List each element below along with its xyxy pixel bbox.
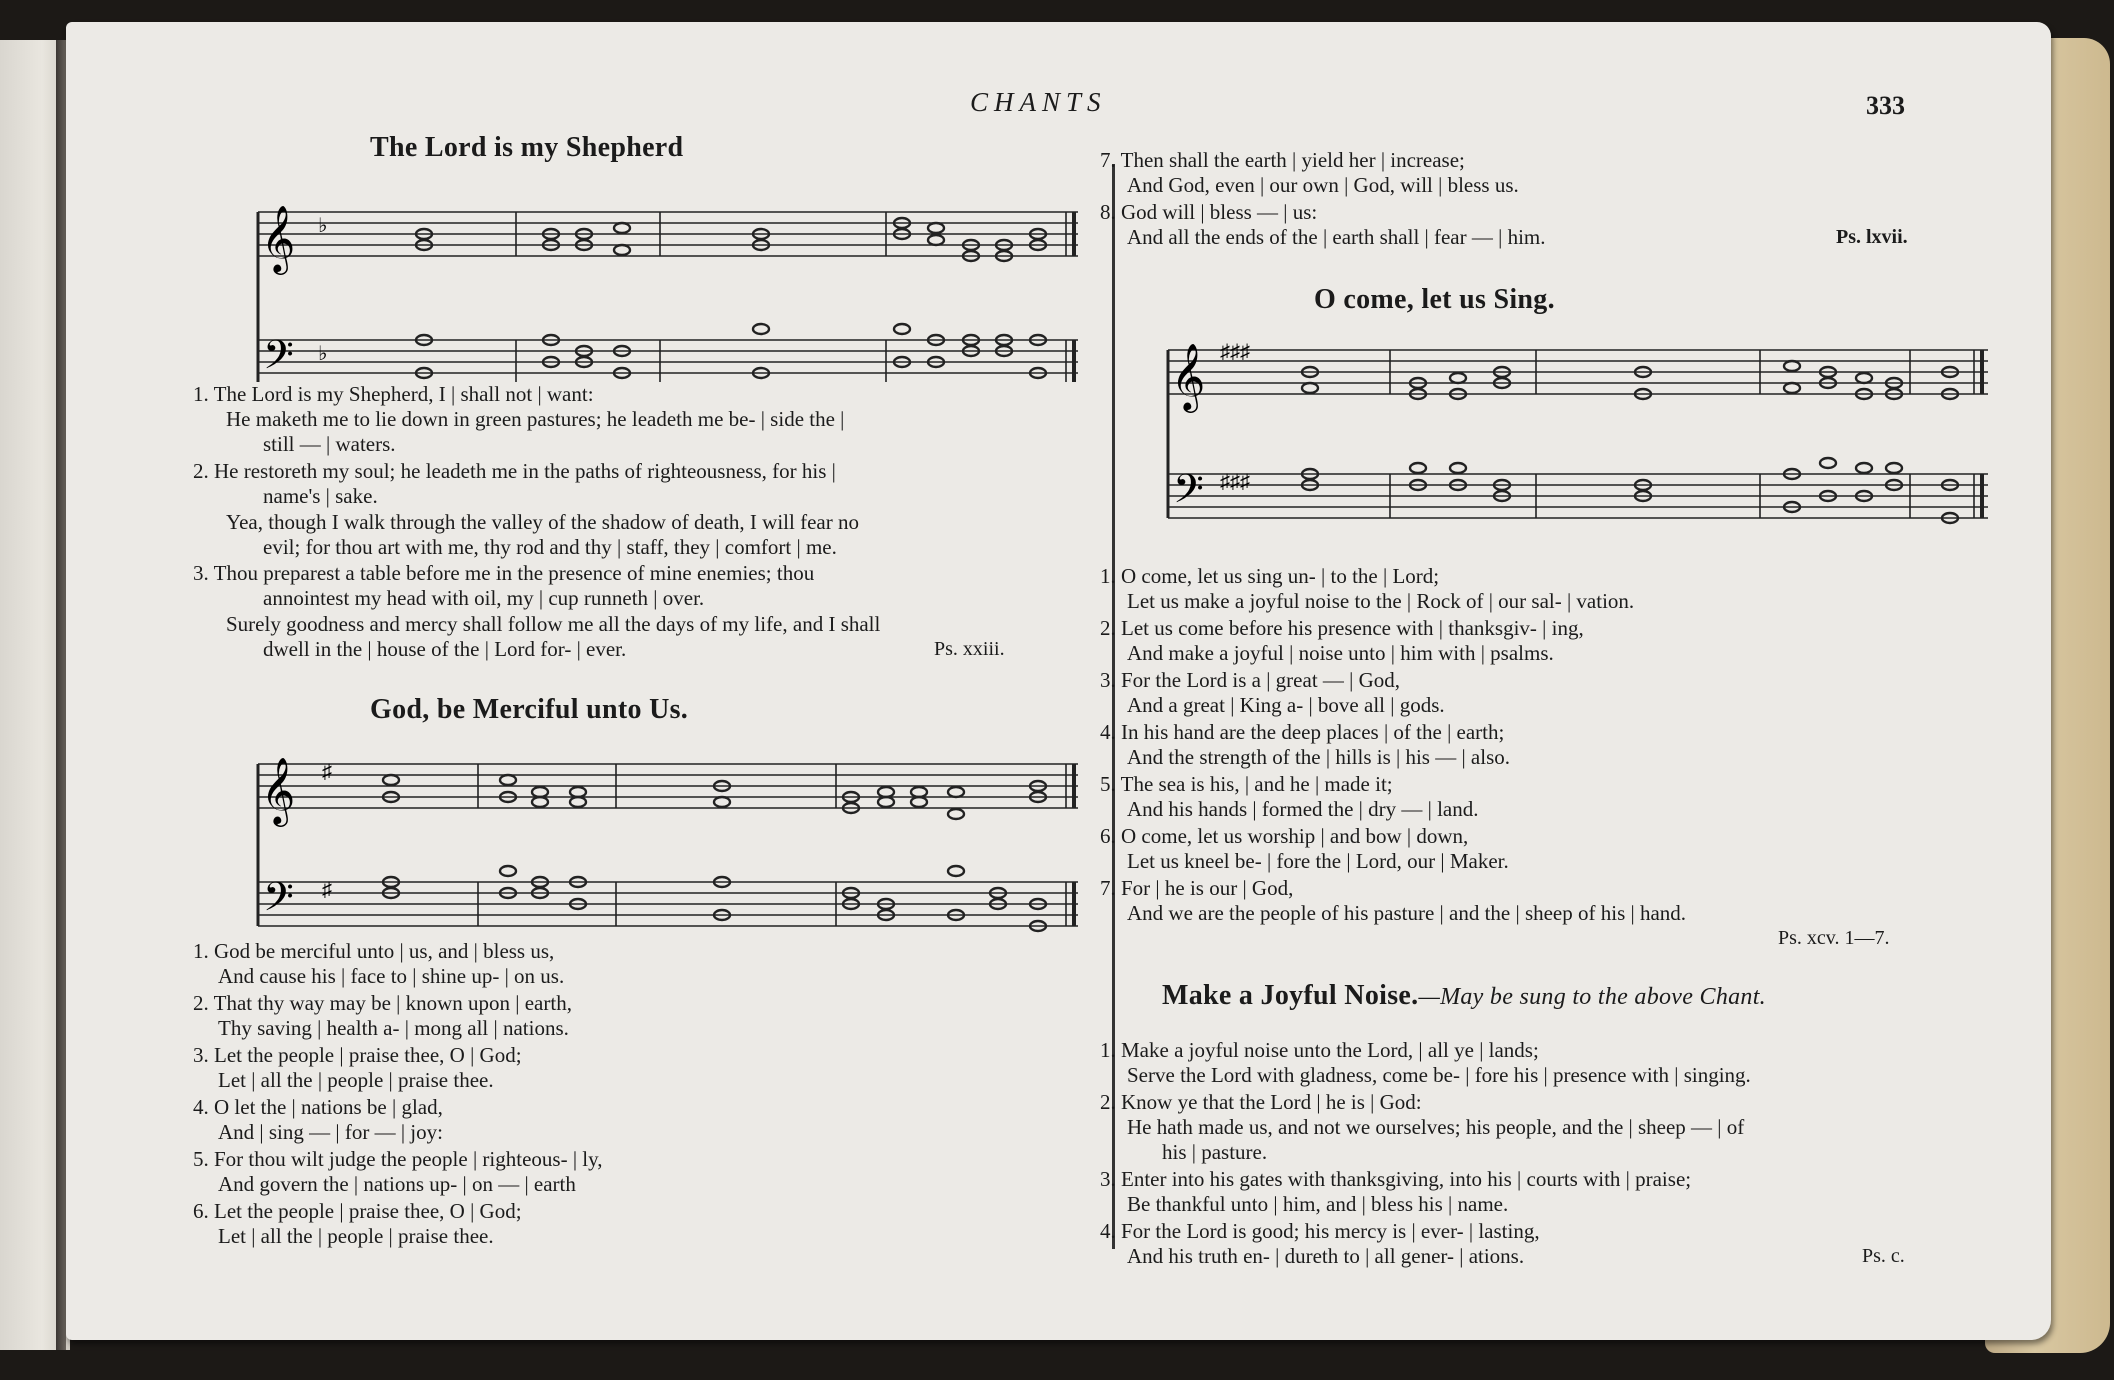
verse-line: name's | sake. bbox=[263, 484, 378, 508]
verse-line: evil; for thou art with me, thy rod and thy | staff, they | comfort | me. bbox=[263, 535, 837, 559]
verse-line: And God, even | our own | God, will | bless us. bbox=[1127, 173, 1519, 197]
verse-line: 1. Make a joyful noise unto the Lord, | all ye | lands; bbox=[1100, 1038, 1539, 1062]
column-divider bbox=[1112, 164, 1115, 1249]
verse-line: He maketh me to lie down in green pastures; he leadeth me be- | side the | bbox=[226, 407, 845, 431]
verse-line: 7. Then shall the earth | yield her | increase; bbox=[1100, 148, 1465, 172]
music-staff-lord-shepherd bbox=[186, 190, 1106, 382]
verse-line: 4. In his hand are the deep places | of the | earth; bbox=[1100, 720, 1505, 744]
verse-line: annointest my head with oil, my | cup runneth | over. bbox=[263, 586, 705, 610]
verse-line: Let us make a joyful noise to the | Rock of | our sal- | vation. bbox=[1127, 589, 1635, 613]
verse-line: He hath made us, and not we ourselves; his people, and the | sheep — | of bbox=[1127, 1115, 1745, 1139]
verse-line: 2. Let us come before his presence with | thanksgiv- | ing, bbox=[1100, 616, 1584, 640]
svg-text:♯: ♯ bbox=[322, 761, 332, 783]
verse-line: 2. Know ye that the Lord | he is | God: bbox=[1100, 1090, 1422, 1114]
verse-line: 2. That thy way may be | known upon | earth, bbox=[193, 991, 572, 1015]
verse-line: And the strength of the | hills is | his — | also. bbox=[1127, 745, 1511, 769]
verse-line: And his hands | formed the | dry — | land. bbox=[1127, 797, 1479, 821]
verse-line: 6. O come, let us worship | and bow | down, bbox=[1100, 824, 1469, 848]
verse-line: Surely goodness and mercy shall follow me all the days of my life, and I shall bbox=[226, 612, 881, 636]
svg-text:♭: ♭ bbox=[318, 215, 328, 237]
verse-line: 4. For the Lord is good; his mercy is | ever- | lasting, bbox=[1100, 1219, 1540, 1243]
verse-line: 1. O come, let us sing un- | to the | Lord; bbox=[1100, 564, 1440, 588]
hymn-title-lord-shepherd: The Lord is my Shepherd bbox=[370, 132, 684, 163]
hymn-title-joyful-noise bbox=[1162, 980, 1766, 1011]
music-staff-god-merciful bbox=[186, 742, 1106, 934]
svg-text:𝄞: 𝄞 bbox=[261, 204, 296, 272]
verse-line: And | sing — | for — | joy: bbox=[218, 1120, 443, 1144]
verse-line: still — | waters. bbox=[263, 432, 396, 456]
hymn-title-god-merciful: God, be Merciful unto Us. bbox=[370, 694, 689, 725]
verse-line: And a great | King a- | bove all | gods. bbox=[1127, 693, 1445, 717]
verse-line: Yea, though I walk through the valley of the shadow of death, I will fear no bbox=[226, 510, 859, 534]
book-page bbox=[66, 22, 2051, 1340]
scripture-reference: Ps. xxiii. bbox=[934, 638, 1005, 660]
verse-line: 8. God will | bless — | us: bbox=[1100, 200, 1318, 224]
verse-line: Thy saving | health a- | mong all | nations. bbox=[218, 1016, 569, 1040]
svg-text:♭: ♭ bbox=[318, 343, 328, 365]
svg-text:𝄢: 𝄢 bbox=[263, 332, 294, 382]
svg-text:𝄞: 𝄞 bbox=[1171, 342, 1206, 410]
hymn-title-o-come-sing: O come, let us Sing. bbox=[1314, 284, 1555, 315]
hymn-title-main: Make a Joyful Noise. bbox=[1162, 980, 1419, 1011]
verse-line: 4. O let the | nations be | glad, bbox=[193, 1095, 443, 1119]
verse-line: 3. Thou preparest a table before me in the presence of mine enemies; thou bbox=[193, 561, 815, 585]
book-gutter bbox=[56, 40, 66, 1350]
scripture-reference: Ps. xcv. 1—7. bbox=[1778, 927, 1890, 949]
svg-text:𝄞: 𝄞 bbox=[261, 756, 296, 824]
verse-line: 3. Enter into his gates with thanksgiving, into his | courts with | praise; bbox=[1100, 1167, 1692, 1191]
verse-line: Let | all the | people | praise thee. bbox=[218, 1224, 494, 1248]
verse-line: Serve the Lord with gladness, come be- | fore his | presence with | singing. bbox=[1127, 1063, 1751, 1087]
verse-line: And we are the people of his pasture | and the | sheep of his | hand. bbox=[1127, 901, 1687, 925]
verse-line: 3. For the Lord is a | great — | God, bbox=[1100, 668, 1401, 692]
verse-line: 3. Let the people | praise thee, O | God; bbox=[193, 1043, 522, 1067]
page-number: 333 bbox=[1866, 91, 1905, 120]
verse-line: Be thankful unto | him, and | bless his | name. bbox=[1127, 1192, 1509, 1216]
verse-line: 6. Let the people | praise thee, O | God; bbox=[193, 1199, 522, 1223]
verse-line: And his truth en- | dureth to | all gener- | ations. bbox=[1127, 1244, 1525, 1268]
verse-line: 7. For | he is our | God, bbox=[1100, 876, 1294, 900]
verse-line: Let us kneel be- | fore the | Lord, our | Maker. bbox=[1127, 849, 1509, 873]
svg-text:𝄢: 𝄢 bbox=[1173, 466, 1204, 522]
verse-line: dwell in the | house of the | Lord for- | ever. bbox=[263, 637, 627, 661]
svg-text:♯♯♯: ♯♯♯ bbox=[1220, 341, 1250, 363]
verse-line: And cause his | face to | shine up- | on us. bbox=[218, 964, 565, 988]
verse-line: And govern the | nations up- | on — | earth bbox=[218, 1172, 576, 1196]
verse-line: 5. For thou wilt judge the people | righteous- | ly, bbox=[193, 1147, 603, 1171]
svg-text:♯: ♯ bbox=[322, 879, 332, 901]
svg-text:♯♯♯: ♯♯♯ bbox=[1220, 471, 1250, 493]
verse-line: 1. God be merciful unto | us, and | bless us, bbox=[193, 939, 555, 963]
scripture-reference: Ps. c. bbox=[1862, 1245, 1905, 1267]
verse-line: his | pasture. bbox=[1162, 1140, 1268, 1164]
svg-text:𝄢: 𝄢 bbox=[263, 874, 294, 930]
verse-line: 1. The Lord is my Shepherd, I | shall not | want: bbox=[193, 382, 594, 406]
verse-line: And make a joyful | noise unto | him with | psalms. bbox=[1127, 641, 1554, 665]
verse-line: 5. The sea is his, | and he | made it; bbox=[1100, 772, 1393, 796]
running-title: CHANTS bbox=[970, 87, 1107, 117]
verse-line: 2. He restoreth my soul; he leadeth me in the paths of righteousness, for his | bbox=[193, 459, 836, 483]
scripture-reference: Ps. lxvii. bbox=[1836, 226, 1908, 248]
music-staff-o-come-sing bbox=[1098, 328, 2018, 532]
verse-line: Let | all the | people | praise thee. bbox=[218, 1068, 494, 1092]
hymn-subtitle: —May be sung to the above Chant. bbox=[1418, 984, 1766, 1010]
verse-line: And all the ends of the | earth shall | fear — | him. bbox=[1127, 225, 1546, 249]
